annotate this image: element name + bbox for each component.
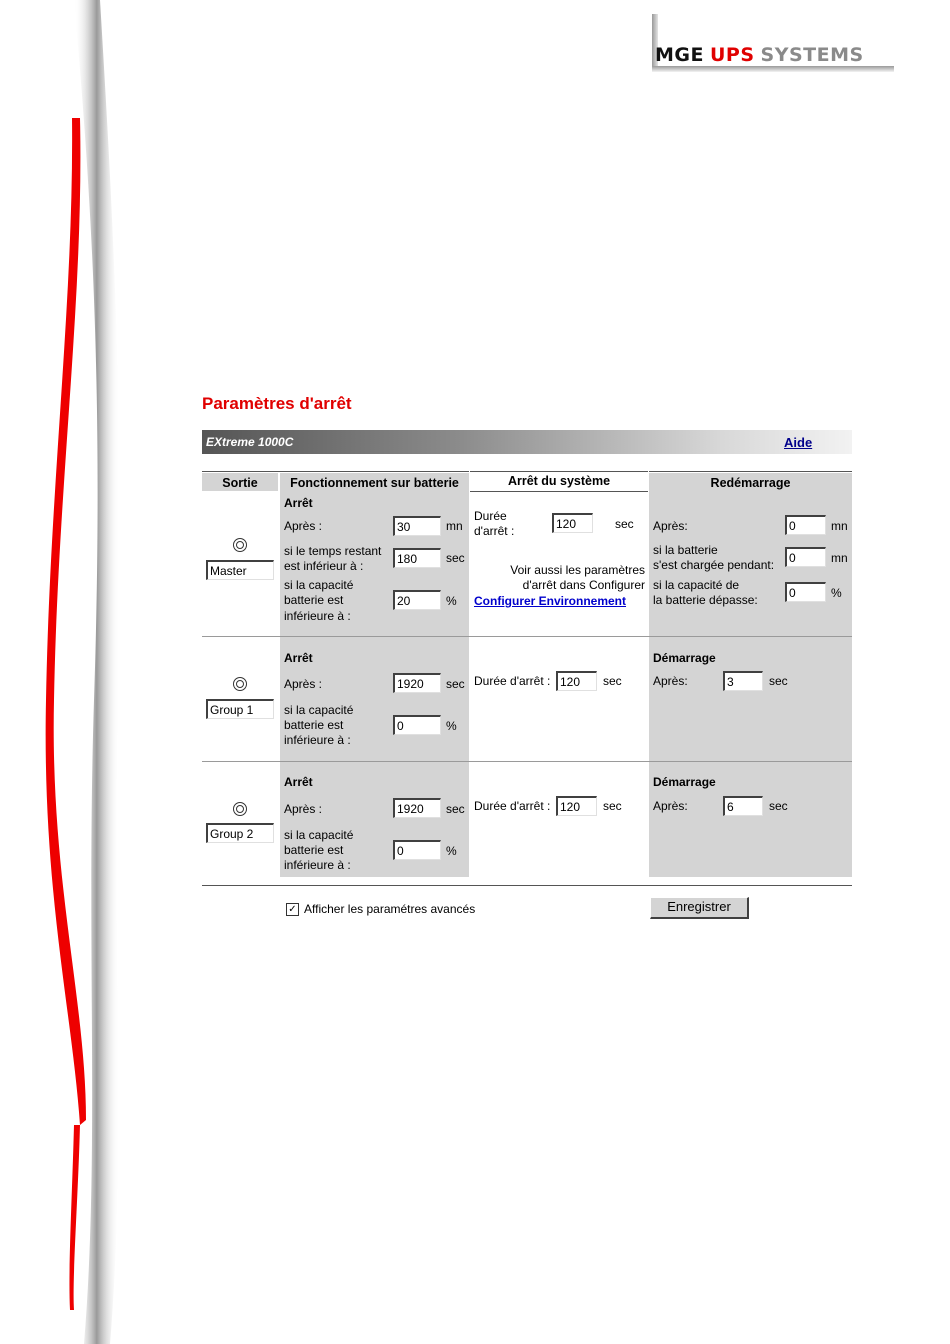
master-capacity-label-3: inférieure à :: [284, 609, 351, 623]
header-border: [202, 471, 469, 472]
master-restart-after-input[interactable]: [785, 515, 826, 535]
master-after-unit: mn: [446, 519, 463, 533]
group2-restart-section: Démarrage: [653, 775, 716, 789]
master-restart-capacity-input[interactable]: [785, 582, 826, 602]
master-restart-charged-label-2: s'est chargée pendant:: [653, 558, 775, 572]
group2-capacity-unit: %: [446, 844, 457, 858]
master-name-input[interactable]: [206, 560, 274, 580]
group1-capacity-label-2: batterie est: [284, 718, 344, 732]
master-restart-charged-input[interactable]: [785, 547, 826, 567]
device-name: EXtreme 1000C: [206, 435, 294, 449]
master-restart-after-unit: mn: [831, 519, 848, 533]
master-remaining-label-2: est inférieur à :: [284, 559, 364, 573]
decorative-swoosh: [0, 0, 140, 1344]
group1-duration-label: Durée d'arrêt :: [474, 674, 551, 688]
master-capacity-label-1: si la capacité: [284, 578, 354, 592]
master-note-1: Voir aussi les paramètres: [510, 563, 645, 577]
group1-capacity-input[interactable]: [393, 715, 441, 735]
page-title: Paramètres d'arrêt: [202, 394, 352, 413]
advanced-label: Afficher les paramétres avancés: [304, 902, 476, 916]
master-restart-after-label: Après:: [653, 519, 688, 533]
header-restart: Redémarrage: [710, 476, 791, 490]
master-remaining-input[interactable]: [393, 548, 441, 568]
master-duration-label-2: d'arrêt :: [474, 524, 515, 538]
header-battery: Fonctionnement sur batterie: [290, 476, 459, 490]
table-bottom-border: [202, 885, 852, 886]
group1-restart-after-unit: sec: [769, 674, 788, 688]
group1-restart-after-label: Après:: [653, 674, 688, 688]
row-separator: [202, 761, 852, 762]
help-link[interactable]: Aide: [784, 435, 813, 450]
master-restart-capacity-unit: %: [831, 586, 842, 600]
configure-environment-link[interactable]: Configurer Environnement: [474, 594, 627, 608]
group2-capacity-label-3: inférieure à :: [284, 858, 351, 872]
group1-battery-section: Arrêt: [284, 651, 313, 665]
restart-header-border: [649, 471, 852, 472]
master-restart-charged-unit: mn: [831, 551, 848, 565]
group2-duration-label: Durée d'arrêt :: [474, 799, 551, 813]
group1-after-unit: sec: [446, 677, 465, 691]
logo-shadow: [652, 66, 894, 72]
group1-after-input[interactable]: [393, 673, 441, 693]
group2-after-input[interactable]: [393, 798, 441, 818]
master-capacity-unit: %: [446, 594, 457, 608]
outlet-icon: [233, 677, 247, 691]
group1-capacity-label-1: si la capacité: [284, 703, 354, 717]
group1-after-label: Après :: [284, 677, 323, 691]
master-remaining-unit: sec: [446, 551, 465, 565]
master-duration-unit: sec: [615, 517, 634, 531]
master-note-2: d'arrêt dans Configurer: [522, 578, 645, 592]
outlet-icon: [233, 802, 247, 816]
group2-name-input[interactable]: [206, 823, 274, 843]
master-after-input[interactable]: [393, 516, 441, 536]
master-remaining-label-1: si le temps restant: [284, 544, 382, 558]
group2-capacity-label-1: si la capacité: [284, 828, 354, 842]
header-sortie: Sortie: [222, 476, 258, 490]
group1-capacity-label-3: inférieure à :: [284, 733, 351, 747]
logo-mge: MGE: [655, 44, 704, 66]
group2-restart-after-unit: sec: [769, 799, 788, 813]
group1-restart-after-input[interactable]: [723, 671, 763, 691]
group2-restart-after-label: Après:: [653, 799, 688, 813]
group2-battery-section: Arrêt: [284, 775, 313, 789]
master-restart-capacity-label-2: la batterie dépasse:: [653, 593, 758, 607]
master-after-label: Après :: [284, 519, 323, 533]
advanced-checkbox[interactable]: ✓: [286, 903, 299, 916]
group2-capacity-label-2: batterie est: [284, 843, 344, 857]
master-duration-input[interactable]: [552, 513, 593, 533]
group1-capacity-unit: %: [446, 719, 457, 733]
mge-logo: [655, 44, 864, 66]
group2-capacity-input[interactable]: [393, 840, 441, 860]
master-restart-capacity-label-1: si la capacité de: [653, 578, 740, 592]
group1-restart-section: Démarrage: [653, 651, 716, 665]
master-duration-label-1: Durée: [474, 509, 507, 523]
group2-after-label: Après :: [284, 802, 323, 816]
group2-after-unit: sec: [446, 802, 465, 816]
master-battery-section: Arrêt: [284, 496, 313, 510]
group2-restart-after-input[interactable]: [723, 796, 763, 816]
master-capacity-label-2: batterie est: [284, 593, 344, 607]
save-button[interactable]: Enregistrer: [650, 897, 749, 919]
group1-name-input[interactable]: [206, 699, 274, 719]
device-bar: [202, 430, 852, 454]
outlet-icon: [233, 538, 247, 552]
master-capacity-input[interactable]: [393, 590, 441, 610]
header-system: Arrêt du système: [507, 474, 611, 488]
group1-duration-unit: sec: [603, 674, 622, 688]
master-restart-charged-label-1: si la batterie: [653, 543, 718, 557]
row-separator: [202, 636, 852, 637]
group1-duration-input[interactable]: [556, 671, 597, 691]
group2-duration-input[interactable]: [556, 796, 597, 816]
logo-systems: SYSTEMS: [760, 44, 864, 66]
logo-ups: UPS: [709, 44, 755, 66]
group2-duration-unit: sec: [603, 799, 622, 813]
